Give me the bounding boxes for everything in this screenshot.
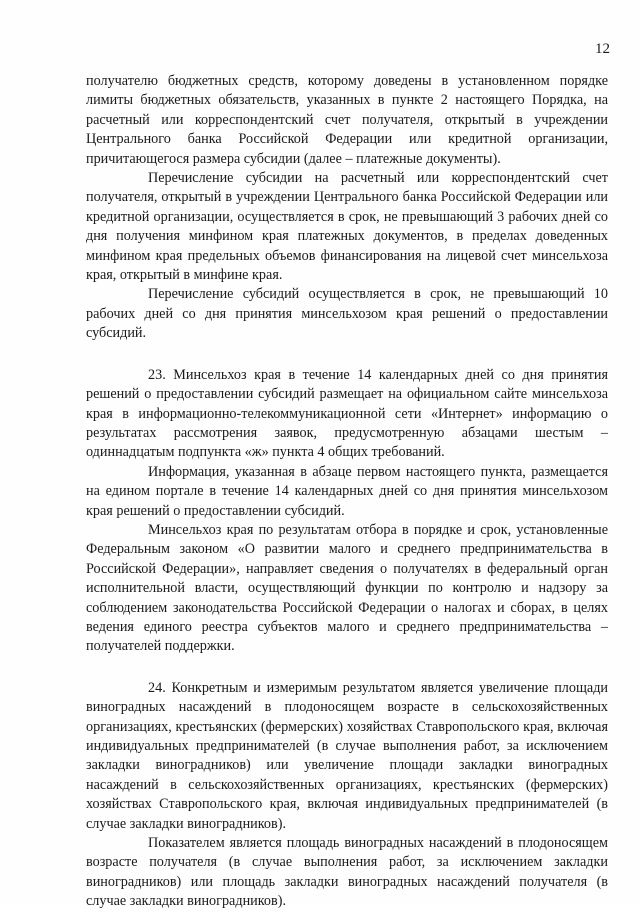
paragraph: Перечисление субсидий осуществляется в срок, не превышающий 10 рабочих дней со дня принятия минсельхозом края решений о предоставлении субсидий. xyxy=(86,286,608,342)
paragraph: получателю бюджетных средств, которому доведены в установленном порядке лимиты бюджетных обязательств, указанных в пункте 2 настоящего Порядка, на расчетный или корреспондентский счет получателя, открытый в учреждении Центрального банка Российской Федерации или кредитной организации, причитающегося размера субсидии (далее – платежные документы). xyxy=(86,73,608,167)
paragraph: Перечисление субсидии на расчетный или корреспондентский счет получателя, открытый в учреждении Центрального банка Российской Федерации или кредитной организации, осуществляется в срок, не превышающий 3 рабочих дней со дня получения минфином края платежных документов, в пределах доведенных минфином края предельных объемов финансирования на лицевой счет минсельхоза края, открытый в минфине края. xyxy=(86,170,608,284)
document-body xyxy=(86,72,608,912)
paragraph: Минсельхоз края по результатам отбора в порядке и срок, установленные Федеральным законом «О развитии малого и среднего предпринимательства в Российской Федерации», направляет сведения о получателях в федеральный орган исполнительной власти, осуществляющий функции по контролю и надзору за соблюдением законодательства Российской Федерации о налогах и сборах, в целях ведения единого реестра субъектов малого и среднего предпринимательства – получателей поддержки. xyxy=(86,521,608,655)
page-number: 12 xyxy=(595,41,610,57)
section-gap xyxy=(86,344,608,366)
section-gap xyxy=(86,657,608,679)
section-paragraph: 24. Конкретным и измеримым результатом является увеличение площади виноградных насаждений в плодоносящем возрасте в сельскохозяйственных организациях, крестьянских (фермерских) хозяйствах Ставропольского края, включая индивидуальных предпринимателей (в случае выполнения работ, за исключением закладки виноградников) или увеличение площади закладки виноградных насаждений в сельскохозяйственных организациях, крестьянских (фермерских) хозяйствах Ставропольского края, включая индивидуальных предпринимателей (в случае закладки виноградников). xyxy=(86,679,608,832)
paragraph: Информация, указанная в абзаце первом настоящего пункта, размещается на едином портале в течение 14 календарных дней со дня принятия минсельхозом края решений о предоставлении субсидий. xyxy=(86,463,608,519)
paragraph: Показателем является площадь виноградных насаждений в плодоносящем возрасте получателя (в случае выполнения работ, за исключением закладки виноградников) или площадь закладки виноградных насаждений получателя (в случае закладки виноградников). xyxy=(86,835,608,910)
section-paragraph: 23. Минсельхоз края в течение 14 календарных дней со дня принятия решений о предоставлении субсидий размещает на официальном сайте минсельхоза края в информационно-телекоммуникационной сети «Интернет» информацию о результатах рассмотрения заявок, предусмотренную абзацами шестым – одиннадцатым подпункта «ж» пункта 4 общих требований. xyxy=(86,366,608,461)
